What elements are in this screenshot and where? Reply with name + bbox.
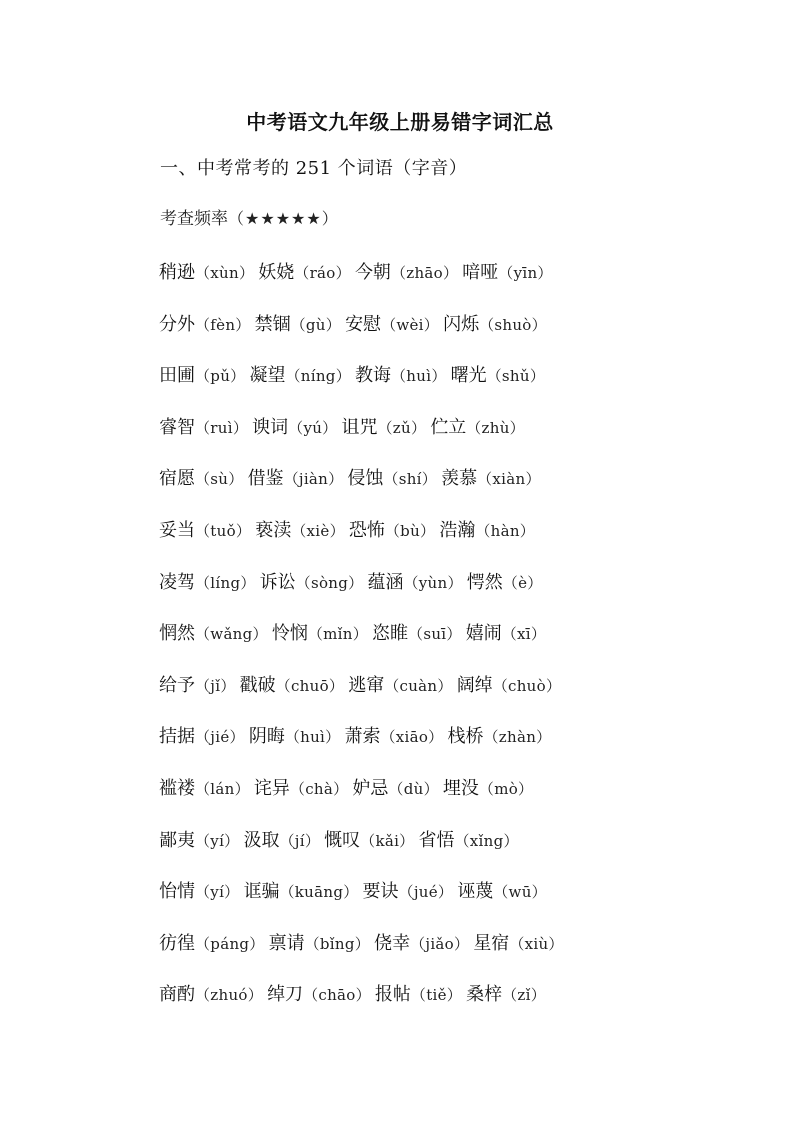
frequency-label: 考查频率 [160, 209, 228, 229]
vocab-pinyin: （jǐ） [195, 676, 236, 695]
vocab-pinyin: （xiàn） [477, 470, 541, 489]
vocab-word: 鄙夷 [159, 829, 195, 851]
vocab-pinyin: （wèi） [381, 315, 440, 334]
vocab-word: 栈桥 [447, 726, 484, 748]
vocab-pinyin: （zhuó） [195, 986, 264, 1005]
section-heading: 一、中考常考的 251 个词语（字音） [160, 158, 468, 179]
vocab-item [457, 671, 562, 697]
frequency-line [160, 204, 339, 229]
vocab-item [159, 361, 245, 387]
vocab-row [159, 516, 779, 568]
vocab-pinyin: （jiàn） [283, 470, 344, 489]
vocab-item [159, 258, 254, 284]
vocab-pinyin: （ráo） [294, 264, 351, 282]
vocab-pinyin: （yí） [195, 883, 240, 902]
vocab-word: 星宿 [473, 932, 510, 954]
vocab-item [159, 671, 236, 697]
vocab-word: 诓骗 [243, 881, 280, 903]
vocab-item [159, 568, 256, 594]
vocab-word: 侥幸 [374, 932, 411, 954]
vocab-word: 省悟 [418, 829, 455, 851]
vocab-item [159, 516, 251, 542]
vocab-word: 阴晦 [248, 726, 285, 748]
vocab-item [352, 774, 438, 800]
vocab-row [159, 464, 779, 516]
vocab-word: 借鉴 [247, 468, 284, 490]
vocab-word: 蕴涵 [367, 571, 404, 593]
vocab-word: 羡慕 [441, 468, 478, 490]
vocab-word: 埋没 [442, 777, 479, 799]
vocab-item [430, 413, 525, 439]
vocab-word: 伫立 [430, 416, 467, 438]
vocab-pinyin: （kuāng） [279, 883, 359, 902]
vocab-pinyin: （sòng） [295, 573, 364, 592]
vocab-item [349, 516, 435, 542]
vocab-pinyin: （jí） [279, 831, 321, 850]
vocab-word: 慨叹 [324, 829, 361, 851]
vocab-row [159, 258, 779, 310]
vocab-item [267, 980, 371, 1006]
vocab-word: 逃窜 [348, 674, 385, 696]
vocab-item [159, 929, 265, 955]
vocab-pinyin: （fèn） [195, 315, 251, 334]
vocab-word: 妥当 [159, 519, 195, 541]
vocab-word: 田圃 [159, 365, 195, 387]
vocab-pinyin: （níng） [285, 367, 351, 386]
vocab-pinyin: （líng） [195, 573, 256, 592]
vocab-word: 教诲 [355, 365, 391, 387]
vocab-item [159, 826, 239, 852]
vocab-item [447, 722, 551, 748]
vocab-pinyin: （zhù） [466, 418, 525, 437]
vocab-item [272, 619, 368, 645]
vocab-pinyin: （huì） [391, 367, 447, 386]
vocab-row [159, 722, 779, 774]
vocab-pinyin: （chuō） [275, 676, 345, 695]
vocab-item [375, 980, 462, 1006]
vocab-word: 稍逊 [159, 262, 195, 283]
vocab-word: 睿智 [159, 416, 195, 438]
vocab-pinyin: （dù） [388, 779, 439, 798]
vocab-item [363, 877, 454, 903]
vocab-item [418, 826, 518, 852]
vocab-item [462, 258, 552, 284]
vocab-item [159, 464, 244, 490]
vocab-pinyin: （xiāo） [380, 728, 444, 747]
vocab-item [254, 774, 349, 800]
vocab-pinyin: （xùn） [195, 264, 255, 282]
vocab-item [159, 310, 251, 336]
vocab-word: 宿愿 [159, 468, 195, 490]
vocab-row [159, 413, 779, 465]
vocab-word: 禀请 [268, 932, 305, 954]
vocab-word: 要诀 [362, 881, 399, 903]
vocab-word: 怜悯 [271, 623, 308, 645]
frequency-stars: （★★★★★） [228, 209, 339, 228]
vocab-item [443, 310, 547, 336]
vocab-pinyin: （wǎng） [195, 625, 268, 644]
vocabulary-list [159, 258, 779, 1032]
vocab-item [243, 877, 358, 903]
vocab-item [355, 258, 458, 284]
vocab-word: 禁锢 [254, 313, 291, 335]
vocab-row [159, 568, 779, 620]
vocab-pinyin: （gù） [290, 315, 342, 334]
vocab-pinyin: （jué） [398, 883, 454, 902]
vocab-item [159, 980, 263, 1006]
vocab-item [439, 516, 535, 542]
vocab-item [345, 310, 439, 336]
vocab-pinyin: （yú） [288, 418, 338, 437]
vocab-word: 诅咒 [341, 416, 378, 438]
vocab-word: 分外 [159, 313, 195, 335]
vocab-pinyin: （shí） [383, 470, 438, 489]
vocab-pinyin: （è） [502, 573, 543, 592]
vocab-word: 萧索 [344, 726, 381, 748]
vocab-word: 闪烁 [443, 313, 480, 335]
vocab-row [159, 671, 779, 723]
vocab-row [159, 774, 779, 826]
vocab-item [260, 568, 364, 594]
vocab-row [159, 361, 779, 413]
vocab-pinyin: （cuàn） [384, 676, 453, 695]
vocab-word: 恣睢 [372, 623, 409, 645]
vocab-word: 阔绰 [456, 674, 493, 696]
vocab-word: 绰刀 [267, 984, 304, 1006]
vocab-item [159, 774, 250, 800]
vocab-pinyin: （suī） [408, 625, 462, 644]
vocab-pinyin: （xǐng） [454, 831, 519, 850]
vocab-pinyin: （shǔ） [486, 367, 546, 386]
vocab-word: 愕然 [466, 571, 503, 593]
vocab-word: 报帖 [374, 984, 411, 1006]
vocab-row [159, 310, 779, 362]
vocab-word: 谀词 [252, 416, 289, 438]
vocab-pinyin: （chāo） [303, 986, 371, 1005]
vocab-word: 凌驾 [159, 571, 195, 593]
vocab-row [159, 980, 779, 1032]
vocab-word: 怡情 [159, 881, 195, 903]
vocab-item [243, 826, 320, 852]
vocab-word: 凝望 [249, 365, 286, 387]
vocab-item [248, 464, 344, 490]
vocab-pinyin: （ruì） [195, 418, 249, 437]
vocab-item [240, 671, 345, 697]
vocab-item [374, 929, 469, 955]
vocab-item [324, 826, 414, 852]
vocab-pinyin: （huì） [284, 728, 341, 747]
vocab-row [159, 929, 779, 981]
vocab-pinyin: （kǎi） [360, 831, 415, 850]
vocab-word: 惘然 [159, 623, 195, 645]
vocab-pinyin: （tuǒ） [195, 521, 252, 540]
vocab-item [367, 568, 462, 594]
vocab-word: 给予 [159, 674, 195, 696]
vocab-word: 嬉闹 [465, 623, 502, 645]
vocab-item [269, 929, 370, 955]
vocab-item [441, 464, 541, 490]
vocab-item [341, 413, 426, 439]
vocab-item [467, 568, 543, 594]
vocab-row [159, 619, 779, 671]
vocab-item [348, 671, 452, 697]
vocab-row [159, 877, 779, 929]
vocab-pinyin: （zhàn） [483, 728, 552, 747]
vocab-word: 褴褛 [159, 777, 195, 799]
vocab-item [355, 361, 447, 387]
vocab-item [347, 464, 437, 490]
vocab-word: 今朝 [354, 262, 391, 283]
vocab-item [466, 980, 546, 1006]
vocab-pinyin: （bǐng） [304, 934, 371, 953]
vocab-item [249, 361, 351, 387]
vocab-item [159, 877, 239, 903]
vocab-word: 戳破 [239, 674, 276, 696]
vocab-word: 诧异 [253, 777, 290, 799]
vocab-pinyin: （wū） [493, 883, 547, 902]
vocab-pinyin: （xiù） [509, 934, 564, 953]
vocab-pinyin: （mò） [478, 779, 534, 798]
vocab-item [255, 516, 345, 542]
vocab-pinyin: （tiě） [410, 986, 463, 1005]
vocab-item [258, 258, 351, 284]
vocab-item [249, 722, 341, 748]
vocab-pinyin: （pǔ） [195, 367, 246, 386]
vocab-pinyin: （bù） [384, 521, 436, 540]
vocab-item [451, 361, 546, 387]
vocab-word: 亵渎 [255, 519, 292, 541]
vocab-item [443, 774, 533, 800]
vocab-word: 恐怖 [348, 519, 385, 541]
vocab-word: 浩瀚 [439, 519, 476, 541]
vocab-pinyin: （chà） [289, 779, 349, 798]
vocab-pinyin: （zǔ） [377, 418, 427, 437]
vocab-item [457, 877, 547, 903]
vocab-pinyin: （sù） [195, 470, 244, 489]
vocab-word: 商酌 [159, 984, 195, 1006]
vocab-item [255, 310, 341, 336]
vocab-item [473, 929, 563, 955]
vocab-word: 诉讼 [259, 571, 296, 593]
vocab-item [252, 413, 337, 439]
vocab-pinyin: （xiè） [291, 521, 345, 540]
vocab-pinyin: （hàn） [475, 521, 536, 540]
vocab-word: 汲取 [243, 829, 280, 851]
vocab-word: 妒忌 [352, 777, 389, 799]
vocab-word: 拮据 [159, 726, 195, 748]
vocab-word: 诬蔑 [457, 881, 494, 903]
vocab-word: 妖娆 [258, 262, 295, 283]
vocab-word: 侵蚀 [347, 468, 384, 490]
vocab-pinyin: （lán） [195, 779, 250, 798]
vocab-pinyin: （yīn） [498, 264, 553, 282]
vocab-pinyin: （jié） [195, 728, 245, 747]
vocab-pinyin: （xī） [501, 625, 547, 644]
vocab-pinyin: （páng） [195, 934, 265, 953]
vocab-row [159, 826, 779, 878]
vocab-pinyin: （yí） [195, 831, 240, 850]
vocab-item [159, 619, 268, 645]
vocab-pinyin: （zǐ） [502, 986, 547, 1005]
vocab-word: 桑梓 [466, 984, 503, 1006]
vocab-word: 曙光 [450, 365, 487, 387]
vocab-item [372, 619, 462, 645]
vocab-word: 安慰 [345, 313, 382, 335]
vocab-word: 彷徨 [159, 932, 195, 954]
vocab-item [466, 619, 546, 645]
vocab-item [159, 413, 248, 439]
vocab-word: 喑哑 [462, 262, 499, 283]
vocab-pinyin: （mǐn） [307, 625, 369, 644]
vocab-item [159, 722, 245, 748]
vocab-pinyin: （jiǎo） [410, 934, 470, 953]
vocab-pinyin: （shuò） [479, 315, 547, 334]
vocab-pinyin: （yùn） [403, 573, 463, 592]
vocab-pinyin: （zhāo） [390, 264, 459, 282]
vocab-pinyin: （chuò） [492, 676, 562, 695]
document-title: 中考语文九年级上册易错字词汇总 [246, 110, 554, 134]
vocab-item [344, 722, 443, 748]
